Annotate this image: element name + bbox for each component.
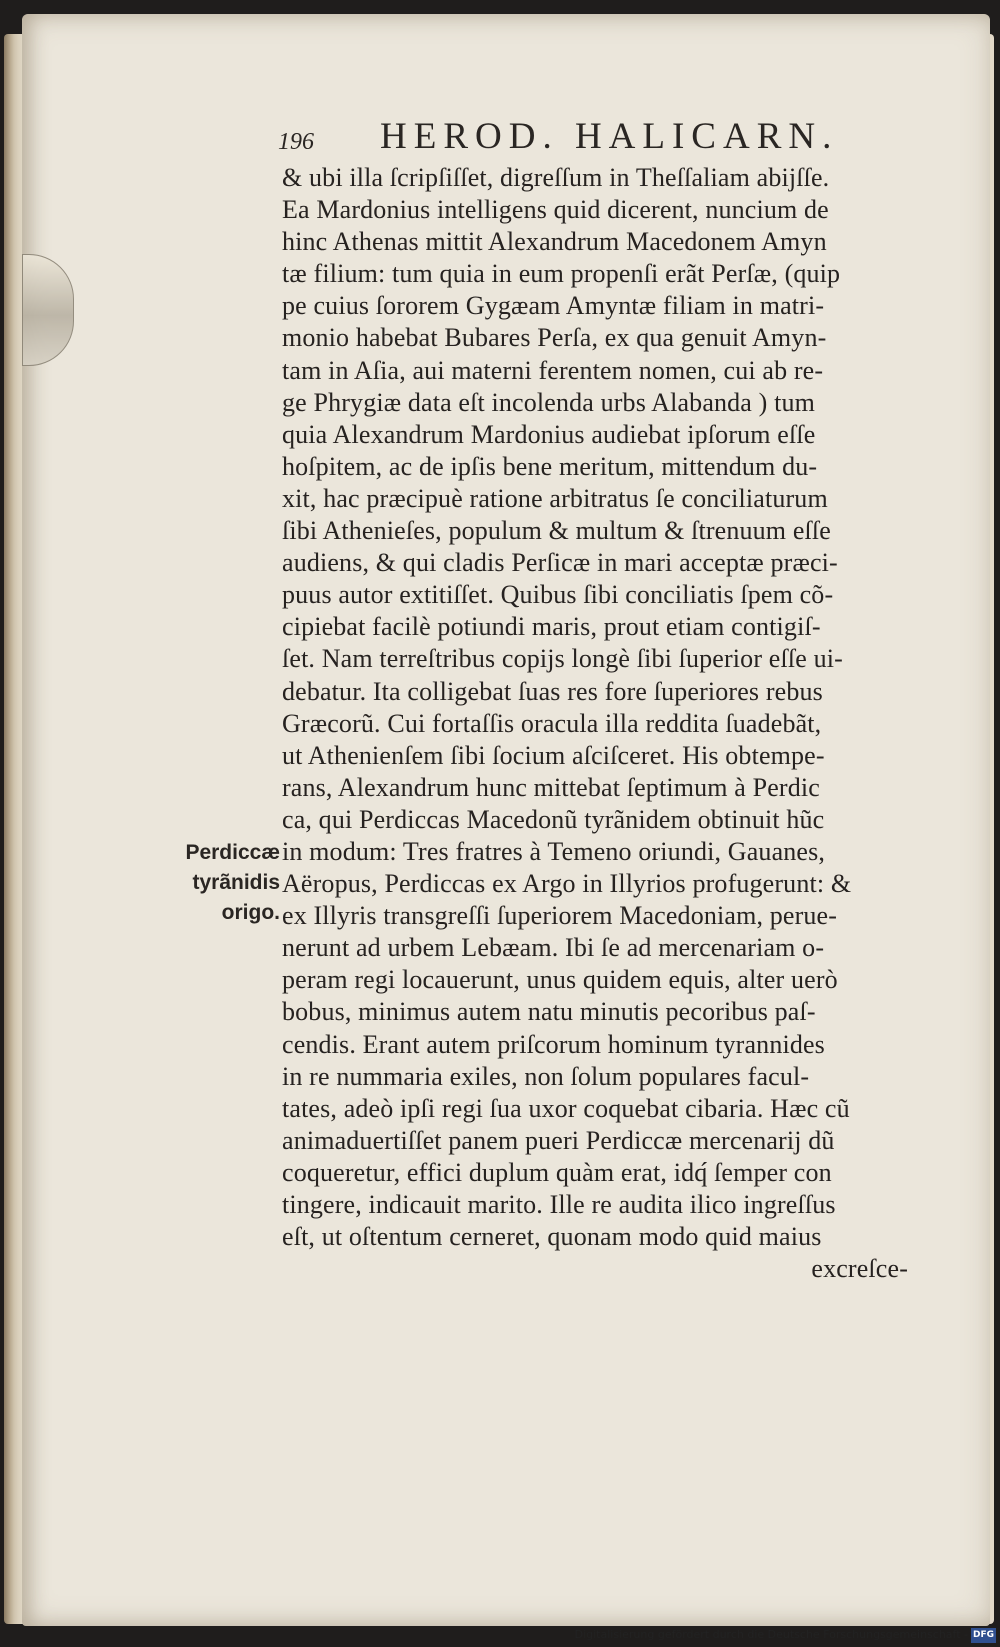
digitization-credit: Digitalisierung gefördert durch die Deutsche Forschungsgemeinschaft -	[574, 1628, 968, 1641]
text-line: in modum: Tres fratres à Temeno oriundi, Gauanes,	[282, 836, 826, 866]
text-line: monio habebat Bubares Perſa, ex qua genuit Amyn-	[282, 323, 827, 353]
text-line: tates, adeò ipſi regi ſua uxor coquebat cibaria. Hæc cũ	[282, 1093, 850, 1123]
text-line: bobus, minimus autem natu minutis pecoribus paſ-	[282, 997, 816, 1027]
text-line: hoſpitem, ac de ipſis bene meritum, mittendum du-	[282, 451, 818, 481]
text-line: ex Illyris transgreſſi ſuperiorem Macedoniam, perue-	[282, 901, 838, 931]
text-line: pe cuius ſororem Gygæam Amyntæ filiam in matri-	[282, 291, 825, 321]
text-line: in re nummaria exiles, non ſolum populares facul-	[282, 1061, 810, 1091]
text-line: animaduertiſſet panem pueri Perdiccæ mercenarij dũ	[282, 1125, 835, 1155]
text-line: ge Phrygiæ data eſt incolenda urbs Alabanda ) tum	[282, 387, 815, 417]
page-number: 196	[278, 129, 314, 155]
text-line: tingere, indicauit marito. Ille re audita ilico ingreſſus	[282, 1190, 836, 1219]
dfg-logo: DFG	[971, 1628, 996, 1643]
page-clip	[22, 254, 74, 366]
text-line: rans, Alexandrum hunc mittebat ſeptimum à Perdic	[282, 772, 820, 802]
marginal-note-line: origo.	[221, 901, 280, 924]
text-line: ſet. Nam terreſtribus copijs longè ſibi ſuperior eſſe ui-	[282, 644, 843, 674]
text-line: xit, hac præcipuè ratione arbitratus ſe conciliaturum	[282, 483, 828, 513]
text-line: Aëropus, Perdiccas ex Argo in Illyrios profugerunt: &	[282, 869, 852, 899]
text-line: Ea Mardonius intelligens quid dicerent, nuncium de	[282, 195, 829, 225]
text-line: tæ filium: tum quia in eum propenſi erãt Perſæ, (quip	[282, 259, 841, 289]
catchword: excreſce-	[811, 1254, 908, 1284]
text-line: ut Athenienſem ſibi ſocium aſciſceret. His obtempe-	[282, 740, 825, 770]
text-line: & ubi illa ſcripſiſſet, digreſſum in Theſſaliam abijſſe.	[282, 163, 830, 192]
text-line: ſibi Athenieſes, populum & multum & ſtrenuum eſſe	[282, 516, 831, 546]
text-line: Græcorũ. Cui fortaſſis oracula illa reddita ſuadebãt,	[282, 708, 822, 738]
text-line: cipiebat facilè potiundi maris, prout etiam contigiſ-	[282, 612, 821, 642]
text-line: quia Alexandrum Mardonius audiebat ipſorum eſſe	[282, 419, 816, 449]
text-line: nerunt ad urbem Lebæam. Ibi ſe ad mercenariam o-	[282, 933, 825, 963]
text-line: puus autor extitiſſet. Quibus ſibi conciliatis ſpem cõ-	[282, 580, 834, 610]
body-text	[282, 162, 910, 1285]
text-line: tam in Aſia, aui materni ferentem nomen, cui ab re-	[282, 355, 824, 385]
text-line: eſt, ut oſtentum cerneret, quonam modo quid maius	[282, 1222, 822, 1252]
header-title: HEROD. HALICARN.	[380, 116, 839, 157]
marginal-note	[170, 838, 280, 928]
text-line: cendis. Erant autem priſcorum hominum tyrannides	[282, 1029, 825, 1059]
marginal-note-line: Perdiccæ	[185, 841, 280, 864]
running-head	[278, 115, 922, 165]
text-line: hinc Athenas mittit Alexandrum Macedonem Amyn	[282, 227, 827, 257]
marginal-note-line: tyrãnidis	[192, 871, 280, 894]
text-line: debatur. Ita colligebat ſuas res fore ſuperiores rebus	[282, 676, 823, 706]
text-line: ca, qui Perdiccas Macedonũ tyrãnidem obtinuit hũc	[282, 804, 825, 834]
text-line: audiens, & qui cladis Perſicæ in mari acceptæ præci-	[282, 548, 838, 578]
text-line: coqueretur, effici duplum quàm erat, idq́ ſemper con	[282, 1157, 832, 1187]
text-line: peram regi locauerunt, unus quidem equis, alter uerò	[282, 965, 838, 995]
